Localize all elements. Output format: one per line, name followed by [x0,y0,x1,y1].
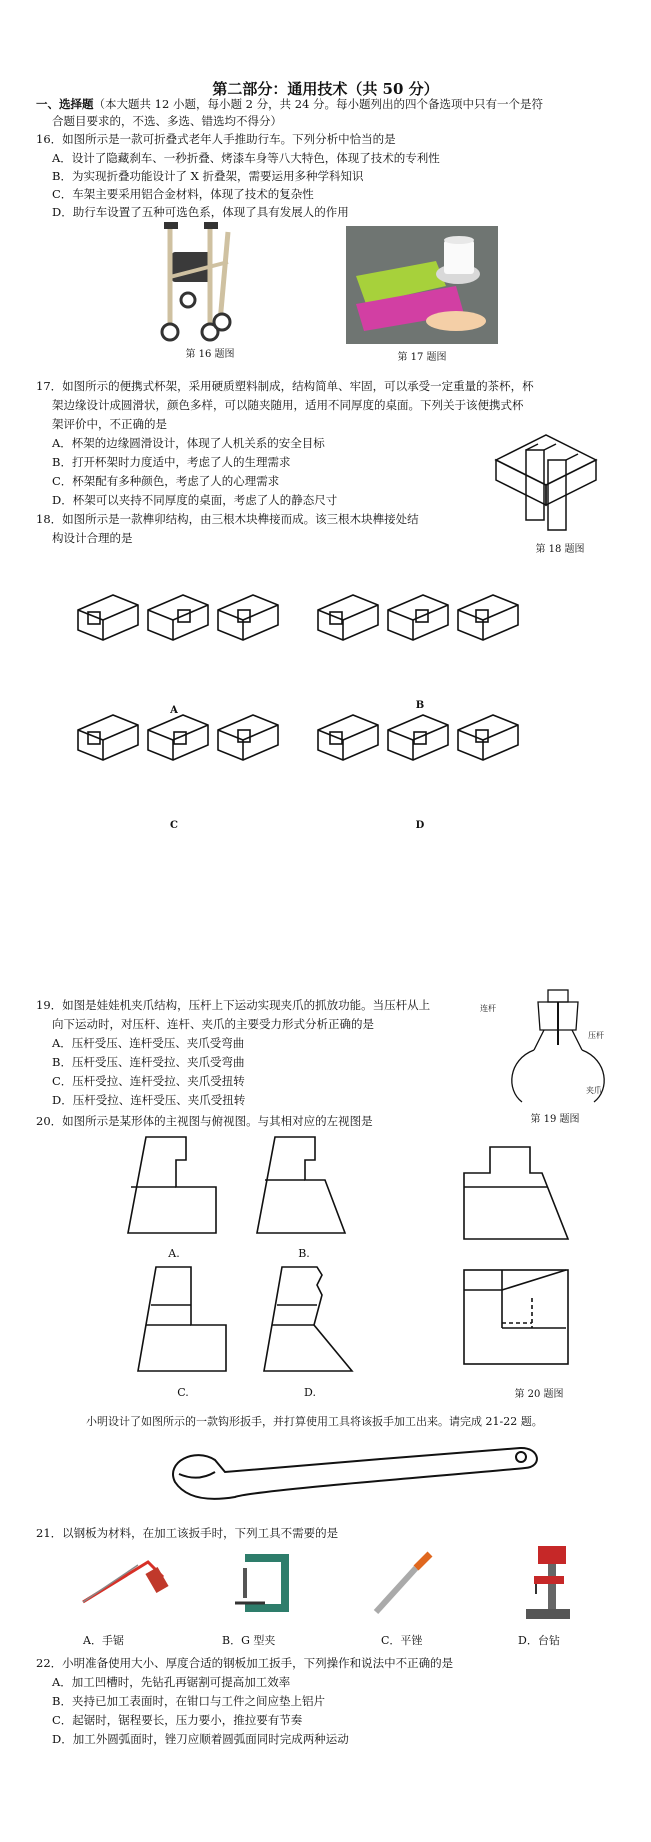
section-intro-line-1: （本大题共 12 小题，每小题 2 分，共 24 分。每小题列出的四个备选项中只有一个是符 [93,97,544,111]
q17-option-d: D．杯架可以夹持不同厚度的桌面，考虑了人的静态尺寸 [52,493,338,507]
q19-option-d: D．压杆受拉、连杆受压、夹爪受扭转 [52,1093,246,1107]
q20-label-b: B. [298,1247,310,1260]
q20-label-c: C. [177,1386,189,1399]
q17-option-b: B．打开杯架时力度适中，考虑了人的生理需求 [52,455,291,469]
scenario-text: 小明设计了如图所示的一款钩形扳手，并打算使用工具将该扳手加工出来。请完成 21-22 题。 [86,1415,543,1428]
q20-option-d-figure [262,1265,354,1373]
q18-option-a-figure [78,580,288,660]
q22-option-d: D．加工外圆弧面时，锉刀应顺着圆弧面同时完成两种运动 [52,1732,349,1746]
q16-option-d: D．助行车设置了五种可选色系，体现了具有发展人的作用 [52,205,349,219]
section-intro [36,96,543,113]
q20-caption: 第 20 题图 [514,1389,564,1400]
q18-caption: 第 18 题图 [535,544,585,555]
q22-stem: 22．小明准备使用大小、厚度合适的钢板加工扳手，下列操作和说法中不正确的是 [36,1656,454,1670]
tool-label-a: A．手锯 [83,1634,124,1647]
q18-label-d: D [415,820,425,831]
q19-option-a: A．压杆受压、连杆受压、夹爪受弯曲 [52,1036,245,1050]
q20-label-a: A. [168,1247,180,1260]
q20-front-view [462,1145,570,1241]
q18-label-b: B [415,700,425,711]
g-clamp-image [230,1548,300,1618]
q18-label-c: C [170,820,178,831]
q20-option-c-figure [136,1265,228,1373]
q16-caption: 第 16 题图 [185,349,235,360]
q20-stem: 20．如图所示是某形体的主视图与俯视图。与其相对应的左视图是 [36,1114,373,1128]
q16-option-a: A．设计了隐藏刹车、一秒折叠、烤漆车身等八大特色，体现了技术的专利性 [52,151,440,165]
q20-option-a-figure [126,1135,218,1235]
flat-file-image [368,1550,438,1620]
q22-option-b: B．夹持已加工表面时，在钳口与工件之间应垫上铝片 [52,1694,325,1708]
q17-stem-line-2: 架边缘设计成圆滑状，颜色多样，可以随夹随用，适用不同厚度的桌面。下列关于该便携式杯 [52,398,524,412]
section-heading: 一、选择题 [36,97,94,111]
q17-stem-line-1: 17．如图所示的便携式杯架，采用硬质塑料制成，结构简单、牢固，可以承受一定重量的茶杯，杯 [36,379,534,393]
page-title: 第二部分：通用技术（共 50 分） [212,80,439,98]
q17-option-c: C．杯架配有多种颜色，考虑了人的心理需求 [52,474,280,488]
q18-stem-line-2: 构设计合理的是 [52,531,133,545]
claw-label-claw: 夹爪 [586,1086,602,1095]
q16-option-c: C．车架主要采用铝合金材料，体现了技术的复杂性 [52,187,314,201]
hook-wrench-figure [165,1442,545,1512]
hand-saw-image [78,1557,168,1612]
tool-label-c: C．平锉 [381,1634,423,1647]
section-intro-line-2: 合题目要求的，不选、多选、错选均不得分） [52,114,282,128]
q19-option-c: C．压杆受拉、连杆受拉、夹爪受扭转 [52,1074,245,1088]
q20-label-d: D. [304,1386,316,1399]
q20-option-b-figure [255,1135,347,1235]
q17-caption: 第 17 题图 [397,352,447,363]
bench-drill-image [516,1546,576,1621]
claw-label-rod: 压杆 [588,1031,604,1040]
q16-stem: 16．如图所示是一款可折叠式老年人手推助行车。下列分析中恰当的是 [36,132,396,146]
tool-label-d: D．台钻 [518,1634,560,1647]
q19-option-b: B．压杆受压、连杆受拉、夹爪受弯曲 [52,1055,245,1069]
q22-option-c: C．起锯时，锯程要长，压力要小，推拉要有节奏 [52,1713,303,1727]
q19-stem-line-2: 向下运动时，对压杆、连杆、夹爪的主要受力形式分析正确的是 [52,1017,374,1031]
q18-stem-line-1: 18．如图所示是一款榫卯结构，由三根木块榫接而成。该三根木块榫接处结 [36,512,419,526]
walker-image [150,222,270,342]
q17-option-a: A．杯架的边缘圆滑设计，体现了人机关系的安全目标 [52,436,325,450]
q20-top-view [462,1268,570,1366]
q17-stem-line-3: 架评价中，不正确的是 [52,417,167,431]
q19-caption: 第 19 题图 [530,1114,580,1125]
tool-label-b: B．G 型夹 [222,1634,276,1647]
q18-option-c-figure [78,700,288,780]
q21-stem: 21．以钢板为材料，在加工该扳手时，下列工具不需要的是 [36,1526,339,1540]
q18-option-d-figure [318,700,528,780]
q19-stem-line-1: 19．如图是娃娃机夹爪结构，压杆上下运动实现夹爪的抓放功能。当压杆从上 [36,998,431,1012]
cup-holder-image [346,226,498,344]
claw-label-link: 连杆 [480,1004,496,1013]
q22-option-a: A．加工凹槽时，先钻孔再锯割可提高加工效率 [52,1675,291,1689]
q18-label-a: A [170,705,178,716]
q18-joint-figure [486,430,606,540]
q18-option-b-figure [318,580,528,660]
q16-option-b: B．为实现折叠功能设计了 X 折叠架，需要运用多种学科知识 [52,169,364,183]
